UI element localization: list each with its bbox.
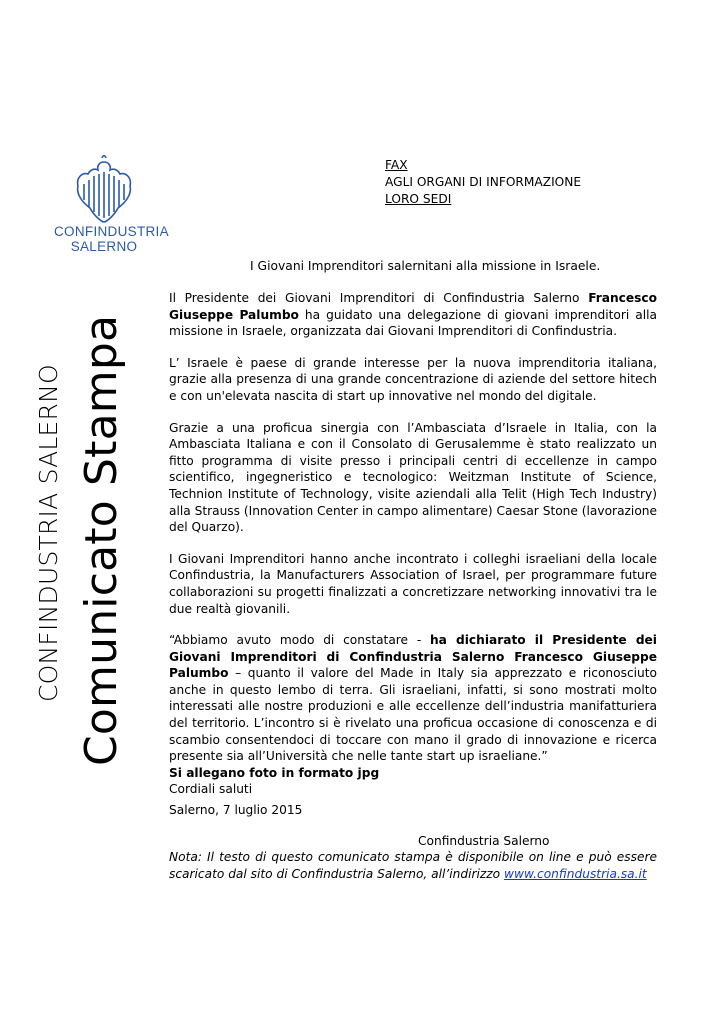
paragraph-5 bbox=[169, 632, 657, 765]
side-organization-label: CONFINDUSTRIA SALERNO bbox=[34, 364, 63, 702]
logo-name: CONFINDUSTRIA bbox=[54, 224, 169, 239]
recipients-label: AGLI ORGANI DI INFORMAZIONE bbox=[385, 175, 582, 189]
paragraph-1-text-b: ha guidato una delegazione di giovani imprenditori alla missione in Israele, organizzata dai Giovani Imprenditori di Confindustria. bbox=[169, 307, 657, 339]
quote-open: “Abbiamo avuto modo di constatare - bbox=[169, 633, 430, 648]
page-title: I Giovani Imprenditori salernitani alla missione in Israele. bbox=[250, 259, 601, 273]
attachment-note: Si allegano foto in formato jpg bbox=[169, 765, 380, 780]
paragraph-2: L’ Israele è paese di grande interesse per la nuova imprenditoria italiana, grazie alla presenza di una grande concentrazione di aziende del settore hitech e con un'elevata nascita di start up innovative nel mondo del digitale. bbox=[169, 355, 657, 403]
signature: Confindustria Salerno bbox=[418, 833, 550, 848]
note-text: Nota: Il testo di questo comunicato stampa è disponibile on line e può essere scaricato dal sito di Confindustria Salerno, all’indirizzo bbox=[169, 850, 657, 881]
fax-label: FAX bbox=[385, 158, 408, 172]
paragraph-4: I Giovani Imprenditori hanno anche incontrato i colleghi israeliani della locale Confindustria, la Manufacturers Association of Israel, per programmare future collaborazioni su progetti finalizzati a concretizzare networking innovativi tra le due realtà giovanili. bbox=[169, 551, 657, 616]
availability-note bbox=[169, 849, 657, 882]
confindustria-logo bbox=[54, 152, 169, 262]
logo-city: SALERNO bbox=[70, 239, 138, 254]
place-date: Salerno, 7 luglio 2015 bbox=[169, 803, 303, 818]
press-release-body bbox=[169, 290, 657, 882]
quote-text: – quanto il valore del Made in Italy sia apprezzato e riconosciuto anche in questo lembo di terra. Gli israeliani, infatti, si sono mostrati molto interessati alle nostre produzioni e alle eccellenze dell’industria manifatturiera del territorio. L’incontro si è rivelato una proficua occasione di conoscenza e di scambio consentendoci di toccare con mano il grado di innovazione e ricerca presente sia all’Università che nelle tante start up israeliane.” bbox=[169, 666, 657, 764]
paragraph-3: Grazie a una proficua sinergia con l’Ambasciata d’Israele in Italia, con la Ambasciata Italiana e con il Consolato di Gerusalemme è stato realizzato un fitto programma di visite presso i principali centri di eccellenze in campo scientifico, ingegneristico e tecnologico: Weitzman Institute of Science, Technion Institute of Technology, visite aziendali alla Telit (High Tech Industry) alla Strauss (Innovation Center in campo alimentare) Caesar Stone (lavorazione del Quarzo). bbox=[169, 420, 657, 535]
recipient-block bbox=[385, 157, 581, 208]
location-label: LORO SEDI bbox=[385, 192, 452, 206]
eagle-emblem-icon bbox=[72, 152, 136, 224]
paragraph-1 bbox=[169, 290, 657, 340]
side-document-title: Comunicato Stampa bbox=[76, 314, 127, 766]
quote-attribution: ha dichiarato il Presidente dei Giovani Imprenditori di Confindustria Salerno Francesco Giuseppe Palumbo bbox=[169, 633, 657, 681]
greeting: Cordiali saluti bbox=[169, 782, 253, 797]
president-name: Francesco Giuseppe Palumbo bbox=[169, 291, 657, 322]
paragraph-1-text-a: Il Presidente dei Giovani Imprenditori di Confindustria Salerno bbox=[169, 291, 589, 305]
website-link[interactable]: www.confindustria.sa.it bbox=[504, 866, 647, 881]
